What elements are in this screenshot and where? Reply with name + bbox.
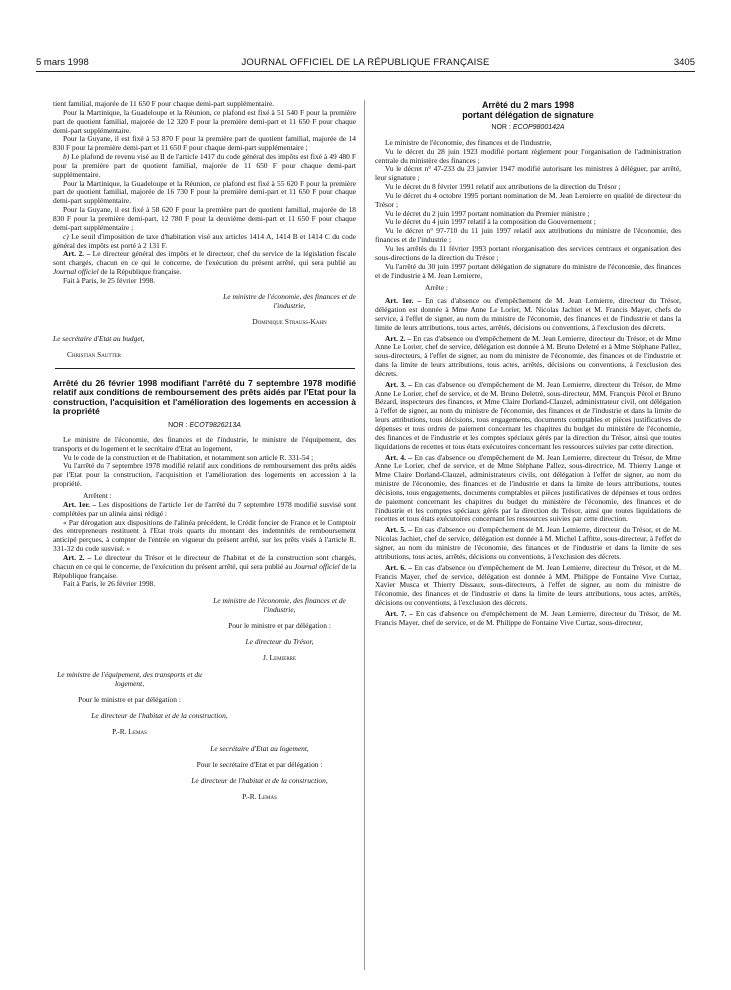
signatory-name: Christian Sautter xyxy=(67,349,122,359)
section-separator xyxy=(55,368,355,369)
paragraph: Vu l'arrêté du 7 septembre 1978 modifié relatif aux conditions de remboursement des prêts aidés par l'Etat pour la construction, l'acquisition et l'amélioration des logements en accession à la propriété. xyxy=(53,461,356,489)
paragraph: Vu le décret du 28 juin 1923 modifié portant règlement pour l'organisation de l'administration centrale du ministère des finances ; xyxy=(375,146,681,165)
paragraph: Pour la Guyane, il est fixé à 53 870 F pour la première part de quotient familial, majorée de 14 830 F pour la première demi-part et 11 650 F pour chaque demi-part supplémentaire ; xyxy=(53,134,356,153)
delegation-line: Pour le ministre et par délégation : xyxy=(78,694,181,704)
journal-name: Journal officiel xyxy=(53,267,99,277)
signatory-role: Le ministre de l'économie, des finances et de l'industrie, xyxy=(223,292,356,310)
article xyxy=(375,454,681,525)
article-text: En cas d'absence ou d'empêchement de M. Jean Lemierre, directeur du Trésor, et de M. Francis Mayer, chef de service, délégation est donnée à MM. Philippe de Fontaine Vive Curtaz, Xavier Musca et Thierry Dissaux, sous-directeurs, à l'effet de signer, au nom du ministre de l'économie, des finances et de l'industrie et dans la limite de leurs attributions, tous actes, arrêtés, décisions ou conventions, à l'exclusion des décrets. xyxy=(375,562,681,608)
article-text: En cas d'absence ou d'empêchement de M. Jean Lemierre, directeur du Trésor, délégation est donnée à Mme Anne Le Lorier, M. Nicolas Jachiet et M. Francis Mayer, chefs de service, à l'effet de signer, au nom du ministre de l'économie, des finances et de l'industrie et dans la limite de leurs attributions, tous actes, arrêtés, décisions ou conventions, à l'exclusion des décrets. xyxy=(375,296,681,332)
article-text: En cas d'absence ou d'empêchement de M. Jean Lemierre, directeur du Trésor, de Mme Anne Le Lorier, chef de service, et de Mme Stéphane Pallez, sous-directrice, M. Thierry Lange et Mme Claire Dorland-Clauzel, administrateurs civils, ont délégation à l'effet de signer, au nom du ministre de l'économie, des finances et de l'industrie et dans la limite de leurs attributions, toutes décisions, tous engagements, documents comptables et pièces justificatives de dépenses et tous ordres de paiement concernant les chapitres du budget du ministère de l'économie, des finances et de l'industrie et les comptes spéciaux gérés par la direction du Trésor, ainsi que toutes liquidations de recettes et tous états exécutoires concernant les ressources suivies par cette direction. xyxy=(375,452,681,524)
nor-label: NOR : xyxy=(491,124,511,131)
signatory-name: J. Lemierre xyxy=(262,653,297,663)
journal-name: Journal officiel xyxy=(294,561,340,571)
header-rule xyxy=(36,71,695,72)
signatory-role: Le ministre de l'équipement, des transports et du logement, xyxy=(57,669,202,688)
article-text: En cas d'absence ou d'empêchement de M. Jean Lemierre, directeur du Trésor, de M. Francis Mayer, chef de service, et de M. Philippe de Fontaine Vive Curtaz, sous-directeur, xyxy=(375,608,682,627)
article-text: En cas d'absence ou d'empêchement de M. Jean Lemierre, directeur du Trésor, et de Mme Anne Le Lorier, chef de service, délégation est donnée à M. Bruno Deletré et à Mme Stéphane Pallez, sous-directeurs, à l'effet de signer, au nom du ministre de l'économie, des finances et de l'industrie et dans la limite de leurs attributions, tous actes, arrêtés, décisions ou conventions, à l'exclusion des décrets. xyxy=(375,333,681,378)
signatory-role: Le directeur de l'habitat et de la construction, xyxy=(191,776,328,786)
article-text: En cas d'absence ou d'empêchement de M. Jean Lemierre, directeur du Trésor, de Mme Anne Le Lorier, chef de service, et de M. Bruno Deletré, sous-directeur, MM. François Pérol et Bruno Bézard, inspecteurs des finances, et Mme Claire Dorland-Clauzel, administrateur civil, ont délégation à l'effet de signer, au nom du ministre de l'économie, des finances et de l'industrie et dans la limite de leurs attributions, tous décisions, tous engagements, documents comptables et pièces justificatives de dépenses et tous ordres de paiement concernant les chapitres du budget du ministère de l'économie, des finances et de l'industrie et les comptes spéciaux gérés par la direction du Trésor, ainsi que toutes liquidations de recettes et tous états exécutoires concernant les ressources suivies par cette direction. xyxy=(375,379,681,451)
decree-title: Arrêté du 26 février 1998 modifiant l'arrêté du 7 septembre 1978 modifié relatif aux conditions de remboursement des prêts aidés par l'Etat pour la construction, l'acquisition et l'amélioration des logements en accession à la propriété xyxy=(53,377,356,417)
article xyxy=(53,250,356,277)
paragraph-text: Le plafond de revenu visé au II de l'article 1417 du code général des impôts est fixé à 49 480 F pour la première part de quotient familial, majorée de 11 650 F pour chaque demi-part supplémentaire. xyxy=(53,152,356,179)
article-label: Art. 7. – xyxy=(385,608,414,618)
header-page-number: 3405 xyxy=(673,57,695,68)
paragraph: tient familial, majorée de 11 650 F pour chaque demi-part supplémentaire. xyxy=(53,99,275,108)
right-column xyxy=(375,100,681,628)
left-column xyxy=(53,100,356,810)
article xyxy=(53,501,356,519)
article-label: Art. 1er. – xyxy=(63,499,97,509)
article-label: Art. 3. – xyxy=(385,379,413,389)
article-label: Art. 2. – xyxy=(63,552,92,562)
paragraph xyxy=(53,153,356,180)
signatory-role: Le ministre de l'économie, des finances et de l'industrie, xyxy=(213,595,346,614)
paragraph: Vu le décret du 2 juin 1997 portant nomination du Premier ministre ; xyxy=(385,208,590,218)
paragraph-text: Le seuil d'imposition de taxe d'habitation visé aux articles 1414 A, 1414 B et 1414 C du code général des impôts est porté à 2 131 F. xyxy=(53,231,356,250)
decree-title: Arrêté du 2 mars 1998 xyxy=(482,100,574,110)
decree-subtitle: portant délégation de signature xyxy=(462,110,594,120)
article-text: Le directeur du Trésor et le directeur de l'habitat et de la construction sont chargés, chacun en ce qui le concerne, de l'exécution du présent arrêté, qui sera publié au xyxy=(53,552,356,571)
article-text-end: de la République française. xyxy=(100,267,182,277)
list-marker: c) xyxy=(63,231,69,241)
column-divider xyxy=(364,100,365,970)
paragraph xyxy=(53,233,356,251)
article xyxy=(375,564,681,608)
list-marker: b) xyxy=(63,152,70,162)
signatory-role: Le secrétaire d'Etat au logement, xyxy=(210,743,309,753)
paragraph: Pour la Martinique, la Guadeloupe et la Réunion, ce plafond est fixé à 55 620 F pour la première part de quotient familial, majorée de 16 730 F pour la première demi-part et 11 650 F pour chaque demi-part supplémentaire. xyxy=(53,178,356,206)
paragraph: Le ministre de l'économie, des finances et de l'industrie, xyxy=(385,137,552,147)
article xyxy=(375,297,681,332)
signatory-name: Dominique Strauss-Kahn xyxy=(252,317,327,327)
article-label: Art. 2. – xyxy=(385,333,412,343)
signatory-role: Le directeur de l'habitat et de la construction, xyxy=(91,711,228,721)
signature-date: Fait à Paris, le 25 février 1998. xyxy=(63,275,156,285)
paragraph: Vu l'arrêté du 30 juin 1997 portant délégation de signature du ministre de l'économie, des finances et de l'industrie à M. Jean Lemierre, xyxy=(375,261,681,280)
article-text-end: de la République française. xyxy=(53,561,357,580)
header-date: 5 mars 1998 xyxy=(36,57,89,68)
article xyxy=(375,610,681,628)
page-header xyxy=(36,57,695,71)
nor-label: NOR : xyxy=(168,422,188,430)
delegation-line: Pour le secrétaire d'Etat et par délégation : xyxy=(196,759,323,769)
paragraph: Vu le décret n° 97-710 du 11 juin 1997 relatif aux attributions du ministre de l'économie, des finances et de l'industrie ; xyxy=(375,226,681,245)
article-text: En cas d'absence ou d'empêchement de M. Jean Lemierre, directeur du Trésor, et de M. Nicolas Jachiet, chef de service, délégation est donnée à M. Michel Laffitte, sous-directeur, à l'effet de signer, au nom du ministre de l'économie, des finances et de l'industrie et dans la limite de ses attributions, tous actes, arrêtés, décisions ou conventions, à l'exclusion des décrets. xyxy=(375,525,681,561)
article xyxy=(375,381,681,452)
article xyxy=(375,526,681,561)
nor-code: ECOT9826213A xyxy=(189,422,241,430)
quotation: « Par dérogation aux dispositions de l'alinéa précédent, le Crédit foncier de France et le Comptoir des entrepreneurs restituent à l'Etat trois quarts du montant des indemnités de remboursement anticipé perçues, à compter de l'entrée en vigueur du présent arrêté, sur les prêts visés à l'article R. 331-32 du code susvisé. » xyxy=(53,517,356,554)
signatory-role: Le directeur du Trésor, xyxy=(245,637,314,647)
arrete-heading: Arrête : xyxy=(425,283,448,293)
nor-reference xyxy=(375,124,681,133)
signatory-name: P.-R. Lemas xyxy=(242,792,277,802)
paragraph: Vu le décret n° 47-233 du 23 janvier 1947 modifié autorisant les ministres à déléguer, par arrêté, leur signature ; xyxy=(375,164,681,183)
paragraph: Pour la Guyane, il est fixé à 58 620 F pour la première part de quotient familial, majorée de 18 830 F pour la première demi-part, 12 780 F pour la deuxième demi-part et 11 650 F pour chaque demi-part supplémentaire ; xyxy=(53,205,356,232)
nor-reference xyxy=(53,422,356,431)
signatory-name: P.-R. Lemas xyxy=(112,727,147,737)
paragraph: Vu les arrêtés du 11 février 1993 portant réorganisation des services centraux et organisation des sous-directions de la direction du Trésor ; xyxy=(375,243,681,262)
article-label: Art. 6. – xyxy=(385,562,413,572)
paragraph: Vu le décret du 4 juin 1997 relatif à la composition du Gouvernement ; xyxy=(385,217,596,227)
paragraph: Pour la Martinique, la Guadeloupe et la Réunion, ce plafond est fixé à 51 540 F pour la première part de quotient familial, majorée de 12 320 F pour la première demi-part et 11 650 F pour chaque demi-part supplémentaire. xyxy=(53,107,356,135)
paragraph: Le ministre de l'économie, des finances et de l'industrie, le ministre de l'équipement, des transports et du logement et le secrétaire d'Etat au logement, xyxy=(53,434,356,453)
article-text: Les dispositions de l'article 1er de l'arrêté du 7 septembre 1978 modifié susvisé sont complétées par un alinéa ainsi rédigé : xyxy=(53,499,357,518)
article-text: Le directeur général des impôts et le directeur, chef du service de la législation fiscale sont chargés, chacun en ce qui le concerne, de l'exécution du présent arrêté, qui sera publié au xyxy=(53,249,357,268)
article-label: Art. 1er. – xyxy=(385,296,422,306)
signature-date: Fait à Paris, le 26 février 1998. xyxy=(63,579,156,589)
paragraph: Vu le décret du 8 février 1991 relatif aux attributions de la direction du Trésor ; xyxy=(385,182,621,192)
nor-code: ECOP9800142A xyxy=(512,124,565,131)
article-label: Art. 2. – xyxy=(63,249,91,259)
article xyxy=(53,554,356,581)
paragraph: Vu le code de la construction et de l'habitation, et notamment son article R. 331-54 ; xyxy=(63,452,314,462)
paragraph: Vu le décret du 4 octobre 1995 portant nomination de M. Jean Lemierre en qualité de directeur du Trésor ; xyxy=(375,190,681,209)
article xyxy=(375,335,681,379)
header-journal-title: JOURNAL OFFICIEL DE LA RÉPUBLIQUE FRANÇAISE xyxy=(241,57,490,68)
article-label: Art. 5. – xyxy=(385,525,413,535)
delegation-line: Pour le ministre et par délégation : xyxy=(228,620,331,630)
signatory-role: Le secrétaire d'Etat au budget, xyxy=(53,333,145,343)
article-label: Art. 4. – xyxy=(385,452,413,462)
arretent-heading: Arrêtent : xyxy=(83,490,112,500)
